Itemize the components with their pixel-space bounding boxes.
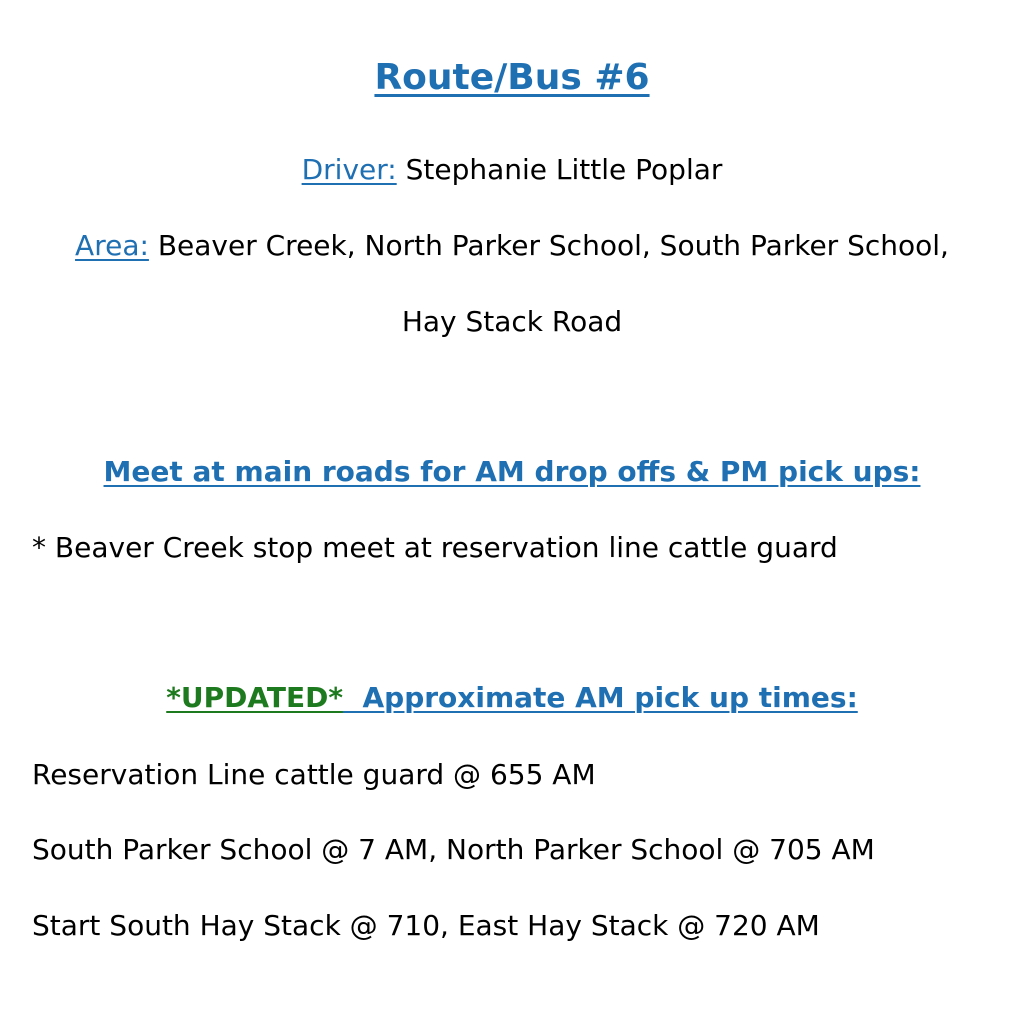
times-heading-gap — [343, 681, 363, 714]
times-heading: Approximate AM pick up times: — [362, 681, 858, 714]
meet-heading-row — [0, 452, 1024, 492]
page-title-row — [0, 54, 1024, 102]
pickup-time-item — [32, 755, 1012, 795]
times-heading-row — [0, 678, 1024, 718]
area-label: Area: — [75, 229, 149, 262]
updated-tag: *UPDATED* — [166, 681, 343, 714]
area-row-continued — [0, 302, 1024, 342]
pickup-time-item — [32, 906, 1012, 946]
pickup-time-text: South Parker School @ 7 AM, North Parker School @ 705 AM — [32, 833, 875, 866]
area-value-line1: Beaver Creek, North Parker School, South Parker School, — [157, 229, 949, 262]
page-title: Route/Bus #6 — [374, 57, 650, 98]
pickup-time-text: Start South Hay Stack @ 710, East Hay Stack @ 720 AM — [32, 909, 820, 942]
area-row — [0, 226, 1024, 266]
driver-row — [0, 150, 1024, 190]
meet-heading: Meet at main roads for AM drop offs & PM pick ups: — [103, 455, 921, 488]
driver-value: Stephanie Little Poplar — [405, 153, 723, 186]
area-value-line2: Hay Stack Road — [401, 305, 623, 338]
meet-note — [32, 528, 1012, 568]
pickup-time-item — [32, 830, 1012, 870]
meet-note-text: * Beaver Creek stop meet at reservation line cattle guard — [32, 531, 838, 564]
driver-label: Driver: — [301, 153, 397, 186]
pickup-time-text: Reservation Line cattle guard @ 655 AM — [32, 758, 596, 791]
